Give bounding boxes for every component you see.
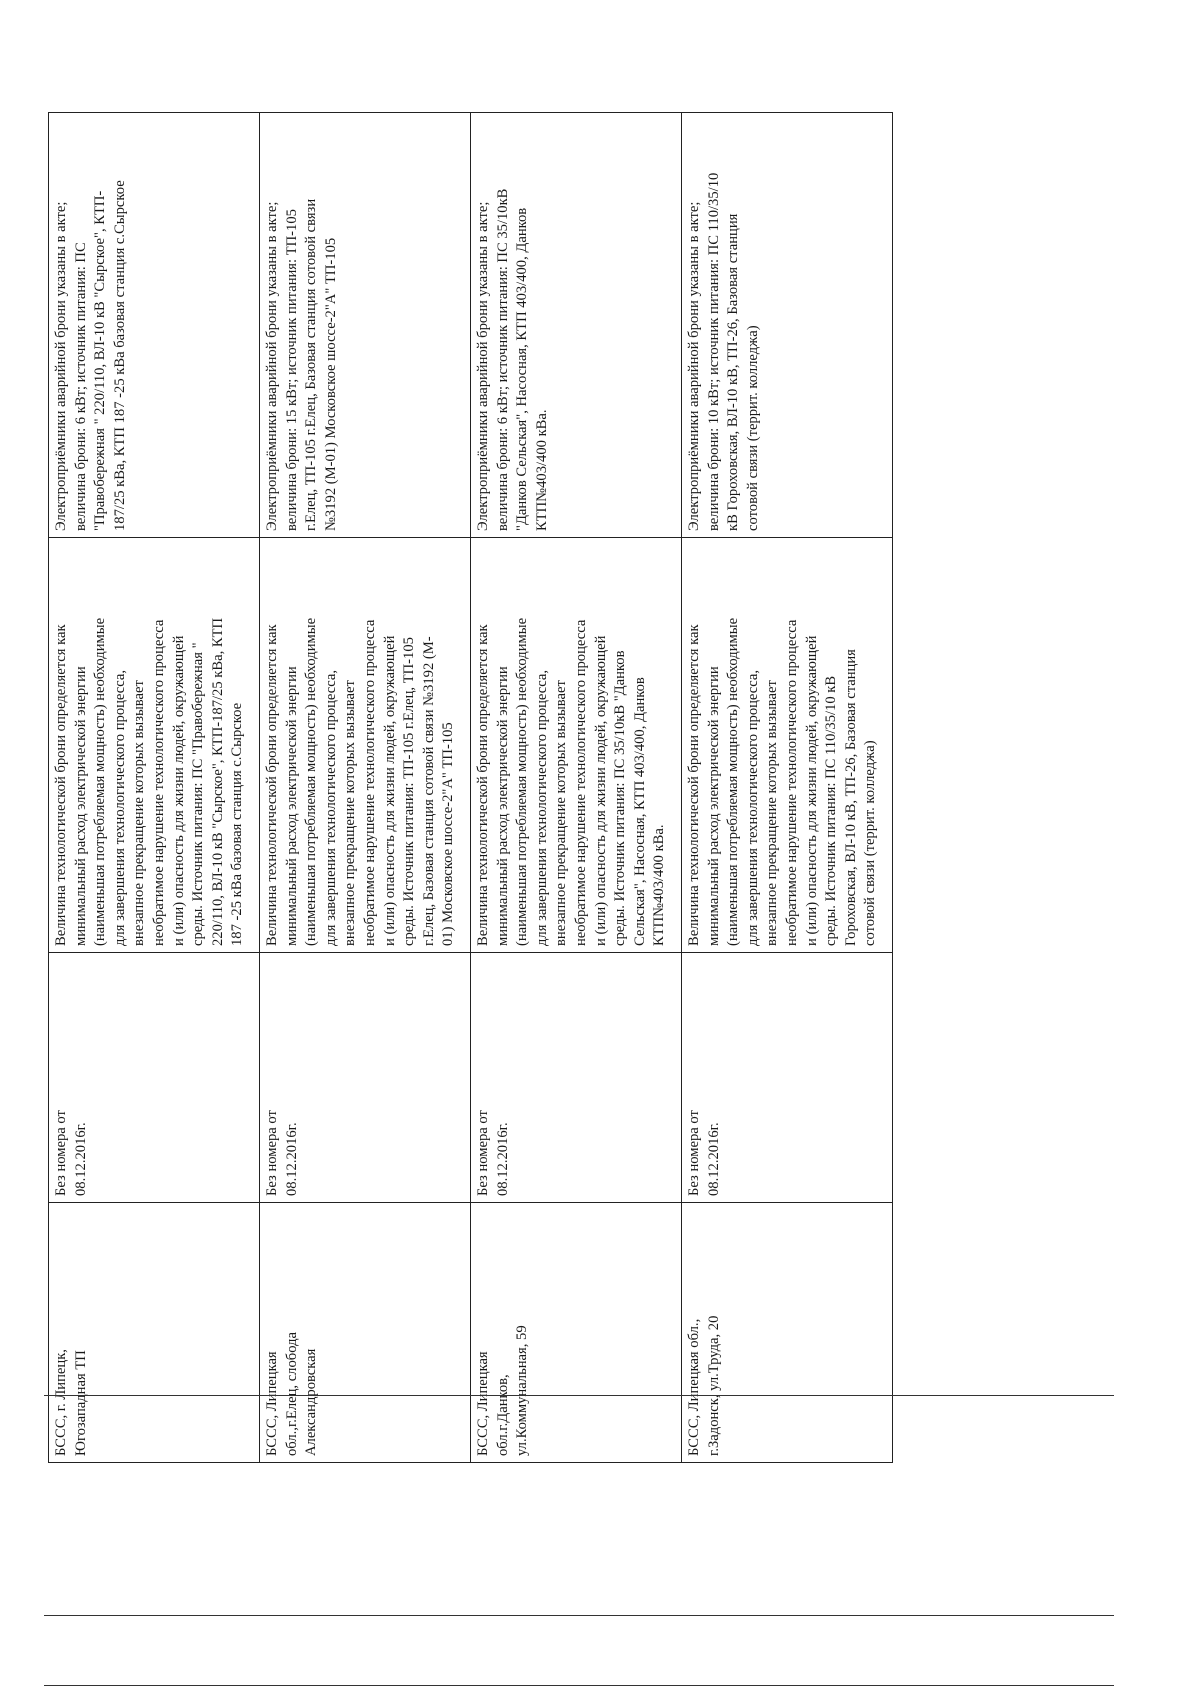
tech-reserve-cell: Величина технологической брони определяется как минимальный расход электрической энергии (наименьшая потребляемая мощность) необходимые для завершения технологического процесса, внезапное прекращение которых вызывает необратимое нарушение технологического процесса и (или) опасность для жизни людей, окружающей среды. Источник питания: ПС 110/35/10 кВ Гороховская, ВЛ-10 кВ, ТП-26, Базовая станция сотовой связи (террит. колледжа) — [682, 538, 893, 953]
object-cell: БССС, г. Липецк, Югозападная ТП — [49, 1203, 260, 1463]
horizontal-rule — [44, 1685, 1114, 1686]
act-cell: Без номера от 08.12.2016г. — [471, 953, 682, 1203]
act-cell: Без номера от 08.12.2016г. — [260, 953, 471, 1203]
emergency-reserve-cell: Электроприёмники аварийной брони указаны в акте; величина брони: 6 кВт; источник питания: ПС 35/10кВ "Данков Сельская", Насосная, КТП 403/400, Данков КТП№403/400 кВа. — [471, 113, 682, 538]
reserve-table — [48, 112, 893, 1463]
object-cell: БССС, Липецкая обл.г.Данков, ул.Коммунальная, 59 — [471, 1203, 682, 1463]
table-row — [260, 113, 471, 1463]
horizontal-rule — [44, 1615, 1114, 1616]
act-cell: Без номера от 08.12.2016г. — [682, 953, 893, 1203]
table-row — [682, 113, 893, 1463]
horizontal-rule — [44, 1395, 1114, 1396]
tech-reserve-cell: Величина технологической брони определяется как минимальный расход электрической энергии (наименьшая потребляемая мощность) необходимые для завершения технологического процесса, внезапное прекращение которых вызывает необратимое нарушение технологического процесса и (или) опасность для жизни людей, окружающей среды. Источник питания: ТП-105 г.Елец, ТП-105 г.Елец, Базовая станция сотовой связи №3192 (М- 01) Московское шоссе-2"А" ТП-105 — [260, 538, 471, 953]
emergency-reserve-cell: Электроприёмники аварийной брони указаны в акте; величина брони: 6 кВт; источник питания: ПС "Правобережная " 220/110, ВЛ-10 кВ "Сырское", КТП- 187/25 кВа, КТП 187 -25 кВа базовая станция с.Сырское — [49, 113, 260, 538]
tech-reserve-cell: Величина технологической брони определяется как минимальный расход электрической энергии (наименьшая потребляемая мощность) необходимые для завершения технологического процесса, внезапное прекращение которых вызывает необратимое нарушение технологического процесса и (или) опасность для жизни людей, окружающей среды. Источник питания: ПС 35/10кВ "Данков Сельская", Насосная, КТП 403/400, Данков КТП№403/400 кВа. — [471, 538, 682, 953]
object-cell: БССС, Липецкая обл.,г.Елец, слобода Александровская — [260, 1203, 471, 1463]
act-cell: Без номера от 08.12.2016г. — [49, 953, 260, 1203]
table-row — [471, 113, 682, 1463]
emergency-reserve-cell: Электроприёмники аварийной брони указаны в акте; величина брони: 15 кВт; источник питания: ТП-105 г.Елец, ТП-105 г.Елец, Базовая станция сотовой связи №3192 (М-01) Московское шоссе-2"А" ТП-105 — [260, 113, 471, 538]
rotated-table-container — [48, 113, 893, 1463]
table-row — [49, 113, 260, 1463]
emergency-reserve-cell: Электроприёмники аварийной брони указаны в акте; величина брони: 10 кВт; источник питания: ПС 110/35/10 кВ Гороховская, ВЛ-10 кВ, ТП-26, Базовая станция сотовой связи (террит. колледжа) — [682, 113, 893, 538]
object-cell: БССС, Липецкая обл., г.Задонск, ул.Труда, 20 — [682, 1203, 893, 1463]
tech-reserve-cell: Величина технологической брони определяется как минимальный расход электрической энергии (наименьшая потребляемая мощность) необходимые для завершения технологического процесса, внезапное прекращение которых вызывает необратимое нарушение технологического процесса и (или) опасность для жизни людей, окружающей среды. Источник питания: ПС "Правобережная " 220/110, ВЛ-10 кВ "Сырское", КТП-187/25 кВа, КТП 187 -25 кВа базовая станция с.Сырское — [49, 538, 260, 953]
